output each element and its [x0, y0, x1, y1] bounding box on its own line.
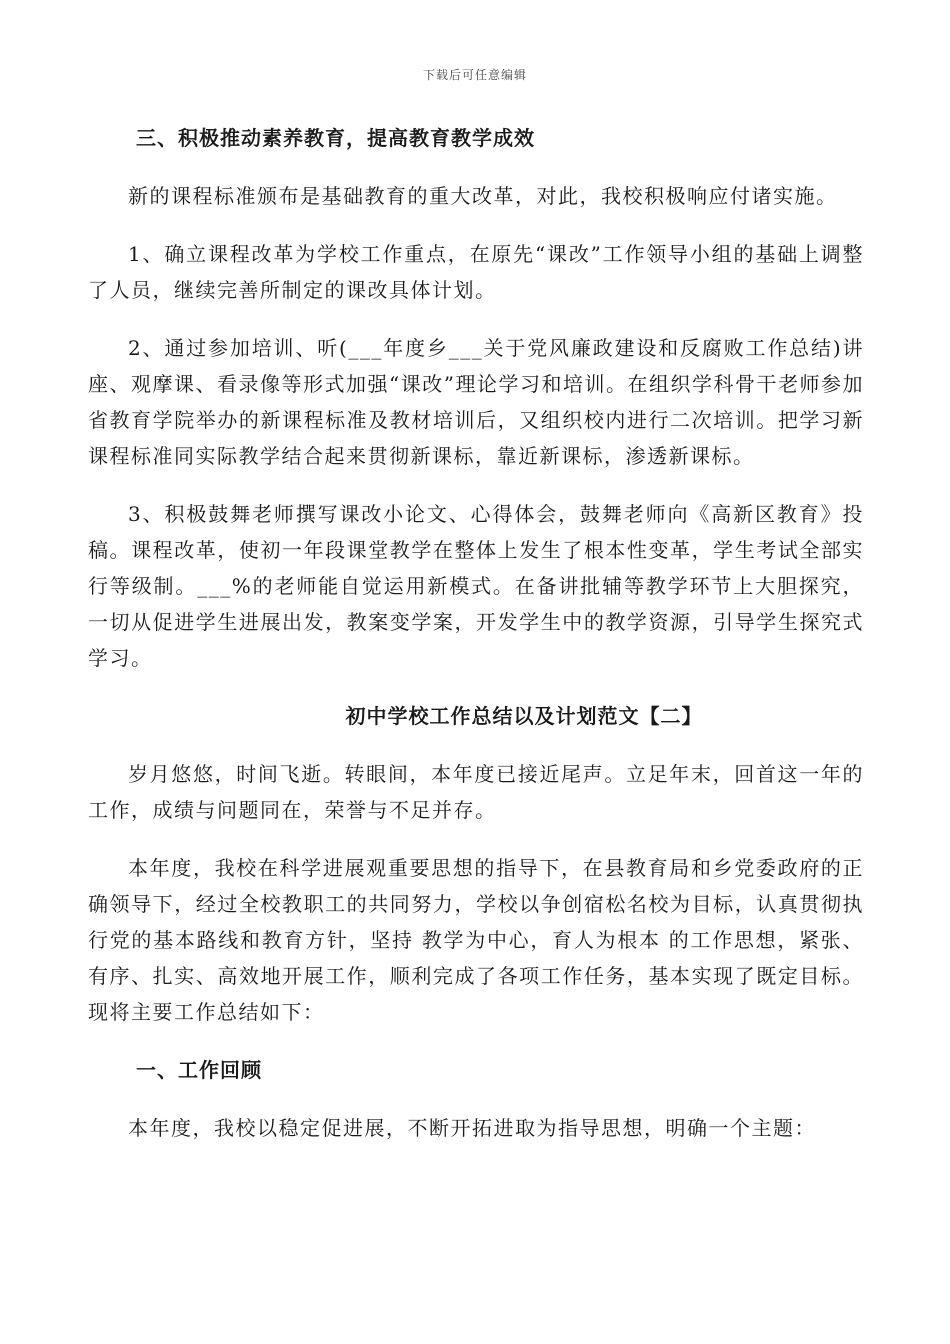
paragraph-item-2: 2、通过参加培训、听(___年度乡___关于党风廉政建设和反腐败工作总结)讲座、观摩课、看录像等形式加强“课改”理论学习和培训。在组织学科骨干老师参加省教育学院举办的新课程标准及教材培训后，又组织校内进行二次培训。把学习新课程标准同实际教学结合起来贯彻新课标，靠近新课标，渗透新课标。: [88, 336, 864, 468]
section-heading-3: 三、积极推动素养教育，提高教育教学成效: [136, 126, 535, 150]
paragraph-item-1: 1、确立课程改革为学校工作重点，在原先“课改”工作领导小组的基础上调整了人员，继续完善所制定的课改具体计划。: [88, 242, 864, 302]
paragraph-part2-1: 岁月悠悠，时间飞逝。转眼间，本年度已接近尾声。立足年末，回首这一年的工作，成绩与问题同在，荣誉与不足并存。: [88, 762, 864, 822]
paragraph-item-3: 3、积极鼓舞老师撰写课改小论文、心得体会，鼓舞老师向《高新区教育》投稿。课程改革，使初一年段课堂教学在整体上发生了根本性变革，学生考试全部实行等级制。___%的老师能自觉运用新模式。在备讲批辅等教学环节上大胆探究，一切从促进学生进展出发，教案变学案，开发学生中的教学资源，引导学生探究式学习。: [88, 502, 864, 670]
paragraph-intro: 新的课程标准颁布是基础教育的重大改革，对此，我校积极响应付诸实施。: [128, 184, 838, 208]
part-two-title: 初中学校工作总结以及计划范文【二】: [345, 704, 703, 728]
paragraph-part2-3: 本年度，我校以稳定促进展，不断开拓进取为指导思想，明确一个主题：: [128, 1116, 816, 1140]
paragraph-part2-2: 本年度，我校在科学进展观重要思想的指导下，在县教育局和乡党委政府的正确领导下，经过全校教职工的共同努力，学校以争创宿松名校为目标，认真贯彻执行党的基本路线和教育方针，坚持 教学为中心，育人为根本 的工作思想，紧张、有序、扎实、高效地开展工作，顺利完成了各项工作任务，基本实现了既定目标。现将主要工作总结如下：: [88, 856, 864, 1024]
section-heading-review: 一、工作回顾: [136, 1058, 262, 1082]
header-note: 下载后可任意编辑: [422, 68, 527, 82]
document-body: [88, 120, 864, 1146]
